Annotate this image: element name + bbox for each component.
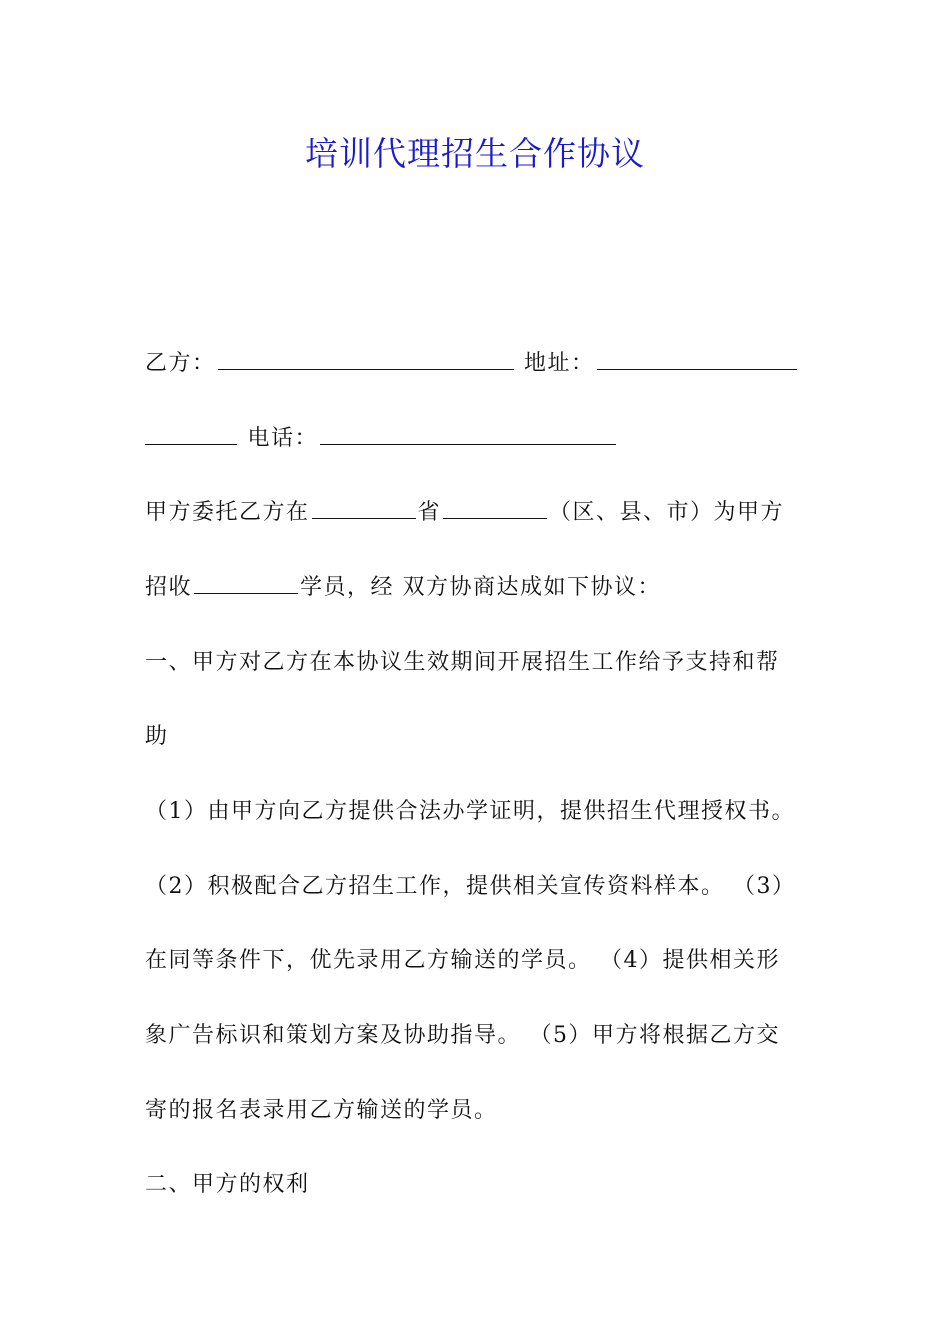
entrust-text: 甲方委托乙方在 bbox=[145, 500, 310, 525]
phone-line bbox=[145, 421, 815, 452]
clause-1-heading-cont: 助 bbox=[145, 724, 169, 749]
clause-1-heading: 一、甲方对乙方在本协议生效期间开展招生工作给予支持和帮 bbox=[145, 650, 780, 675]
district-blank[interactable] bbox=[443, 496, 547, 519]
phone-blank[interactable] bbox=[320, 422, 616, 445]
entrust-line bbox=[145, 495, 815, 526]
clause-1-item-4: 象广告标识和策划方案及协助指导。 （5）甲方将根据乙方交 bbox=[145, 1023, 780, 1048]
clause-1-item-3: 在同等条件下，优先录用乙方输送的学员。 （4）提供相关形 bbox=[145, 948, 780, 973]
clause-1-item-2: （2）积极配合乙方招生工作，提供相关宣传资料样本。 （3） bbox=[145, 874, 796, 899]
party-b-line bbox=[145, 346, 815, 377]
province-blank[interactable] bbox=[312, 496, 416, 519]
clause-1-item-5: 寄的报名表录用乙方输送的学员。 bbox=[145, 1098, 498, 1123]
province-label: 省 bbox=[417, 500, 442, 525]
clause-2-heading: 二、甲方的权利 bbox=[145, 1172, 310, 1197]
phone-label: 电话： bbox=[247, 426, 319, 451]
recruit-text: 招收 bbox=[145, 575, 193, 600]
address-continued-blank[interactable] bbox=[145, 422, 237, 445]
document-title: 培训代理招生合作协议 bbox=[305, 134, 645, 173]
recruit-text-2: 学员，经 双方协商达成如下协议： bbox=[300, 575, 662, 600]
party-b-name-blank[interactable] bbox=[218, 347, 514, 370]
clause-1-item-1: （1）由甲方向乙方提供合法办学证明，提供招生代理授权书。 bbox=[145, 799, 795, 824]
address-label: 地址： bbox=[524, 351, 595, 376]
student-count-blank[interactable] bbox=[194, 571, 298, 594]
address-blank[interactable] bbox=[597, 347, 797, 370]
district-label: （区、县、市）为甲方 bbox=[549, 500, 785, 525]
party-b-label: 乙方： bbox=[145, 351, 216, 376]
recruit-line bbox=[145, 570, 815, 601]
